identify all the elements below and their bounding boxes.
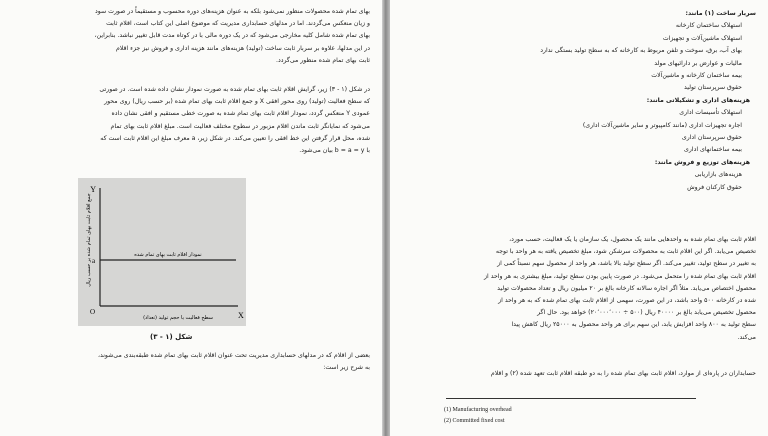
- fixed-cost-diagram: [78, 178, 246, 326]
- x-axis-letter: X: [238, 311, 244, 320]
- list-heading-administrative: هزینه‌های اداری و تشکیلاتی مانند:: [646, 96, 750, 104]
- text-line: شده در کارخانه ۵۰۰ واحد باشد، در این صورت، سهمی از اقلام ثابت بهای تمام شده که به هر واحد از: [498, 297, 756, 305]
- text-line: بهای تمام شده شامل کلیه مخارجی می‌شود که در یک دوره مالی با در کوتاه مدت قابل تغییر نباشد. بنابراین،: [94, 32, 370, 40]
- right-page: [390, 0, 768, 436]
- text-line: شده، محل قرار گرفتن این خط افقی را تعیین می‌کند. در شکل زیر، a معرف مبلغ این اقلام ثابت است که: [100, 134, 370, 142]
- text-line: می‌شود که نمایانگر ثابت ماندن اقلام مزبور در سطوح مختلف فعالیت است. مبلغ اقلام ثابت بهای تمام: [110, 122, 370, 130]
- text-line: بعضی از اقلام که در مدلهای حسابداری مدیریت تحت عنوان اقلام ثابت بهای تمام شده طبقه‌بندی می‌شوند،: [97, 352, 370, 359]
- text-line: ثابت بهای تمام شده منظور می‌گردد.: [276, 56, 370, 64]
- list-item: حقوق کارکنان فروش: [687, 183, 742, 191]
- list-heading-distribution: هزینه‌های توزیع و فروش مانند:: [654, 158, 750, 166]
- list-item: حقوق سرپرستان اداری: [681, 134, 742, 142]
- list-item: بهای آب، برق، سوخت و تلفن مربوط به کارخانه که به سطح تولید بستگی ندارد: [540, 47, 742, 55]
- x-axis-title: سطح فعالیت یا حجم تولید (تعداد): [143, 315, 213, 321]
- figure-description-paragraph: [14, 84, 370, 157]
- figure-caption: شکل (۱ - ۳): [150, 333, 193, 341]
- text-line: به تغییر در سطح تولید، تغییر می‌کند. اگر سطح تولید بالا باشد، هر واحد از محصول سهم نسبتاً کمی از: [497, 260, 756, 268]
- fixed-cost-line-label: نمودار اقلام ثابت بهای تمام شده: [134, 252, 202, 258]
- origin-label: O: [90, 308, 96, 316]
- fixed-cost-list: [430, 8, 756, 194]
- left-page: [0, 0, 382, 436]
- text-line: عمودی Y منعکس گردد، نمودار اقلام ثابت بهای تمام شده به صورت خطی مستقیم و افقی نشان داده: [111, 110, 370, 118]
- closing-paragraph: [14, 350, 370, 374]
- text-line: به شرح زیر است:: [323, 364, 370, 372]
- intro-paragraph: [14, 6, 370, 67]
- list-item: حقوق سرپرستان تولید: [683, 84, 742, 92]
- text-line: سطح تولید به ۸۰۰ واحد افزایش یابد، این سهم برای هر واحد محصول به ۲۵۰۰۰ ریال کاهش پیدا: [511, 321, 756, 329]
- text-line: اقلام ثابت بهای تمام شده به واحدهایی مانند یک محصول، یک سازمان یا یک فعالیت، حسب مورد،: [509, 236, 756, 243]
- text-line: که سطح فعالیت (تولید) روی محور افقی X و جمع اقلام ثابت بهای تمام شده (بر حسب ریال) روی محور: [104, 98, 370, 106]
- list-item: اجاره تجهیزات اداری (مانند کامپیوتر و سایر ماشین‌آلات اداری): [582, 121, 742, 129]
- text-line: می‌کند.: [737, 333, 756, 341]
- text-line: اقلام ثابت بهای تمام شده را متحمل می‌شود. در صورت پایین بودن سطح تولید، مبلغ بیشتری به هر واحد از: [484, 272, 756, 280]
- list-item: بیمه ساختمانهای اداری: [684, 146, 742, 154]
- text-line: تخصیص می‌یابد. اگر این اقلام ثابت به محصولات سرشکن شود، مبلغ تخصیص یافته به هر واحد با توجه: [495, 248, 756, 256]
- text-line: در شکل (۱ - ۳) زیر، گرایش اقلام ثابت بهای تمام شده به صورت نمودار نشان داده شده است. در صورتی: [99, 86, 370, 93]
- classification-paragraph: [434, 368, 756, 380]
- a-label: a: [92, 257, 96, 265]
- text-line: با b = a = y بیان می‌شود.: [299, 147, 370, 155]
- text-line: بهای تمام شده محصولات منظور نمی‌شود بلکه به عنوان هزینه‌های دوره محسوب و مستقیماً در صورت سود: [95, 8, 370, 15]
- footnotes: [444, 405, 512, 427]
- fixed-cost-figure: [78, 178, 246, 326]
- list-item: استهلاک ماشین‌آلات و تجهیزات: [662, 34, 742, 42]
- text-line: حسابداران در پاره‌ای از موارد، اقلام ثابت بهای تمام شده را به دو طبقه اقلام ثابت تعهد شده (۲) و اقلام: [490, 370, 756, 377]
- book-gutter: [382, 0, 390, 436]
- list-item: هزینه‌های بازاریابی: [694, 171, 742, 179]
- list-item: استهلاک ساختمان کارخانه: [675, 22, 742, 30]
- list-heading-manufacturing: سربار ساخت (۱) مانند:: [685, 10, 756, 17]
- list-item: استهلاک تأسیسات اداری: [679, 109, 742, 117]
- y-axis-letter: Y: [90, 185, 96, 194]
- text-line: در این مدلها، علاوه بر سربار ثابت ساخت (تولید) هزینه‌های مانند هزینه اداری و فروش نیز جزء اقلام: [115, 44, 370, 52]
- footnote-rule: [446, 398, 696, 399]
- allocation-paragraph: [434, 234, 756, 344]
- footnote: (2) Committed fixed cost: [444, 418, 505, 424]
- text-line: محصول اختصاص می‌یابد. مثلاً اگر اجاره سالانه کارخانه بالغ بر ۲۰ میلیون ریال و تعداد محصولات تولید: [497, 284, 756, 292]
- list-item: بیمه ساختمان کارخانه و ماشین‌آلات: [651, 72, 742, 80]
- footnote: (1) Manufacturing overhead: [444, 407, 512, 413]
- text-line: و زیان منعکس می‌گردند. اما در مدلهای حسابداری مدیریت که موضوع اصلی این کتاب است، اقلام ثابت: [106, 20, 370, 28]
- text-line: محصول تخصیص می‌یابد بالغ بر ۴۰۰۰۰ ریال (۵۰۰ ÷ ۲۰٬۰۰۰٬۰۰۰) خواهد بود. حال اگر: [537, 309, 756, 317]
- y-axis-title: جمع اقلام ثابت بهای تمام شده بر حسب ریال: [86, 193, 92, 287]
- list-item: مالیات و عوارض بر دارائیهای مولد: [654, 59, 742, 67]
